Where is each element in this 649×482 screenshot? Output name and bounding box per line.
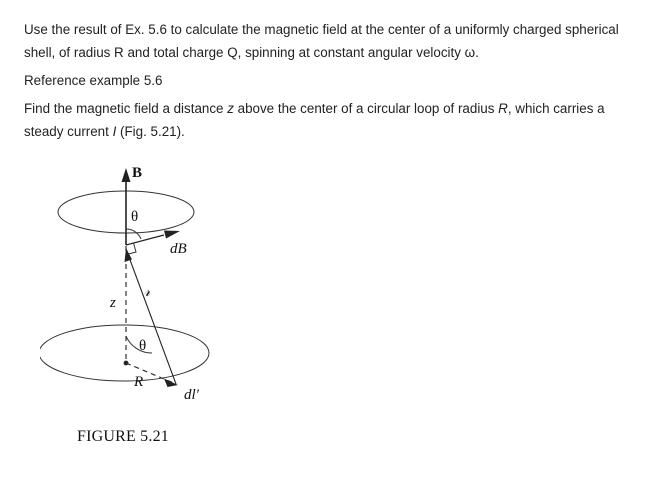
- figure-caption: FIGURE 5.21: [77, 428, 169, 445]
- problem-text-part: above the center of a circular loop of radius: [233, 101, 499, 116]
- problem-text-part: Find the magnetic field a distance: [24, 101, 228, 116]
- db-vector: [126, 235, 164, 245]
- label-theta-bottom: θ: [139, 338, 147, 354]
- b-arrowhead: [122, 168, 131, 182]
- problem-text-part: (Fig. 5.21).: [116, 124, 185, 139]
- label-db: dB: [170, 241, 187, 257]
- question-text: Use the result of Ex. 5.6 to calculate the magnetic field at the center of a uniformly charged spherical shell, of radius R and total charge Q, spinning at constant angular velocity ω.: [24, 22, 619, 60]
- label-script-r: 𝓇: [144, 284, 151, 300]
- reference-label: Reference example 5.6: [24, 73, 163, 88]
- label-dl: dl′: [184, 387, 199, 403]
- figure-5-21: [40, 156, 260, 406]
- problem-text-part: , which carries a steady current: [24, 101, 605, 139]
- label-z: z: [110, 295, 116, 311]
- label-b: B: [132, 165, 143, 181]
- variable-z: z: [227, 101, 234, 116]
- current-loop-ellipse: [40, 325, 209, 381]
- variable-i: I: [112, 124, 117, 139]
- label-theta-top: θ: [131, 209, 139, 225]
- db-arrowhead: [164, 231, 180, 239]
- reference-problem-text: [24, 97, 630, 143]
- label-r: R: [134, 374, 144, 390]
- variable-r: R: [498, 101, 508, 116]
- separation-vector: [126, 249, 176, 384]
- figure-diagram: [40, 156, 260, 406]
- theta-arc-top: [126, 229, 141, 239]
